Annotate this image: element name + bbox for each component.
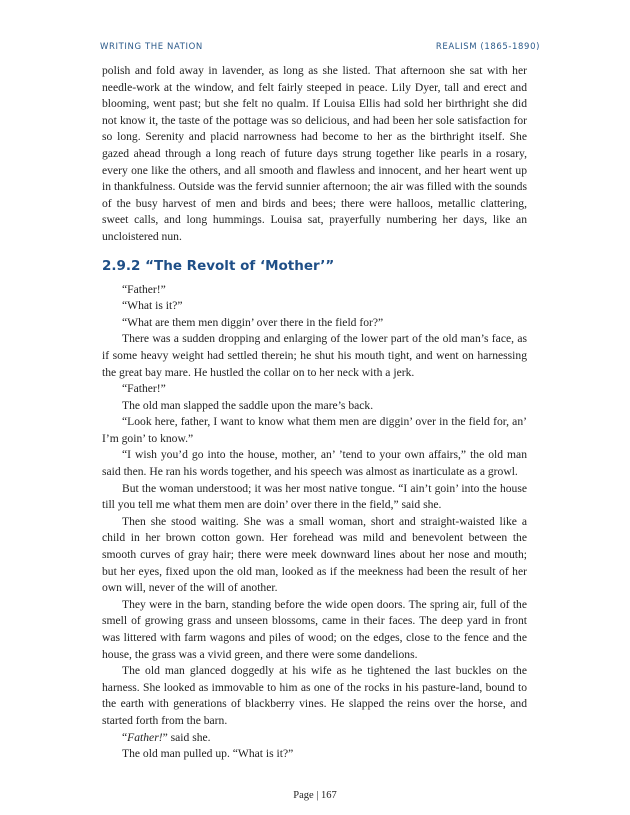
body-paragraph: “Look here, father, I want to know what them men are diggin’ over in the field for, an’ I’m goin’ to know.” xyxy=(102,415,527,445)
section-heading: 2.9.2 “The Revolt of ‘Mother’” xyxy=(102,257,335,274)
page-number: Page | 167 xyxy=(293,790,337,801)
body-paragraph: “I wish you’d go into the house, mother, an’ ’tend to your own affairs,” the old man said then. He ran his words together, and his speech was almost as inarticulate as a growl. xyxy=(102,448,527,479)
last-paragraph: The old man pulled up. “What is it?” xyxy=(122,747,294,761)
body-paragraph: The old man glanced doggedly at his wife as he tightened the last buckles on the harness. She looked as immovable to him as one of the rocks in his pasture-land, bound to the earth with generations of blackberry vines. He slapped the reins over the horse, and started forth from the barn. xyxy=(102,664,527,727)
body-paragraph: The old man slapped the saddle upon the mare’s back. xyxy=(122,398,374,412)
body-paragraph: There was a sudden dropping and enlarging of the lower part of the old man’s face, as if some heavy weight had settled therein; he shut his mouth tight, and went on harnessing the great bay mare. He hustled the collar on to her neck with a jerk. xyxy=(102,332,527,379)
body-paragraph: They were in the barn, standing before the wide open doors. The spring air, full of the smell of growing grass and unseen blossoms, came in their faces. The deep yard in front was littered with farm wagons and piles of wood; on the edges, close to the fence and the house, the grass was a vivid green, and there were some dandelions. xyxy=(102,597,527,661)
father-emphasis: Father! xyxy=(127,730,163,744)
dialogue-line: “Father!” xyxy=(122,282,166,296)
dialogue-line: “What is it?” xyxy=(122,299,183,313)
father-said-line: “Father!” said she. xyxy=(122,730,211,744)
running-header xyxy=(100,42,540,52)
dialogue-line: “What are them men diggin’ over there in the field for?” xyxy=(122,315,384,329)
header-left: WRITING THE NATION xyxy=(100,42,203,52)
body-paragraph: But the woman understood; it was her most native tongue. “I ain’t goin’ into the house till you tell me what them men are doin’ over there in the field,” said she. xyxy=(102,481,527,512)
page-body xyxy=(102,63,527,763)
body-paragraph: Then she stood waiting. She was a small woman, short and straight-waisted like a child in her brown cotton gown. Her forehead was mild and benevolent between the smooth curves of gray hair; there were meek downward lines about her nose and mouth; but her eyes, fixed upon the old man, looked as if the meekness had been the result of her own will, never of the will of another. xyxy=(102,514,527,595)
header-right: REALISM (1865-1890) xyxy=(435,42,540,52)
intro-paragraph: polish and fold away in lavender, as long as she listed. That afternoon she sat with her needle-work at the window, and felt fairly steeped in peace. Lily Dyer, tall and erect and blooming, went past; but she felt no qualm. If Louisa Ellis had sold her birthright she did not know it, the taste of the pottage was so delicious, and had been her sole satisfaction for so long. Serenity and placid narrowness had become to her as the birthright itself. She gazed ahead through a long reach of future days strung together like pearls in a rosary, every one like the others, and all smooth and flawless and innocent, and her heart went up in thankfulness. Outside was the fervid sunnier afternoon; the air was filled with the sounds of the busy harvest of men and birds and bees; there were halloos, metallic clattering, sweet calls, and long hummings. Louisa sat, prayerfully numbering her days, like an uncloistered nun. xyxy=(102,64,527,243)
dialogue-line: “Father!” xyxy=(122,382,166,396)
father-said-rest: ” said she. xyxy=(162,730,211,744)
